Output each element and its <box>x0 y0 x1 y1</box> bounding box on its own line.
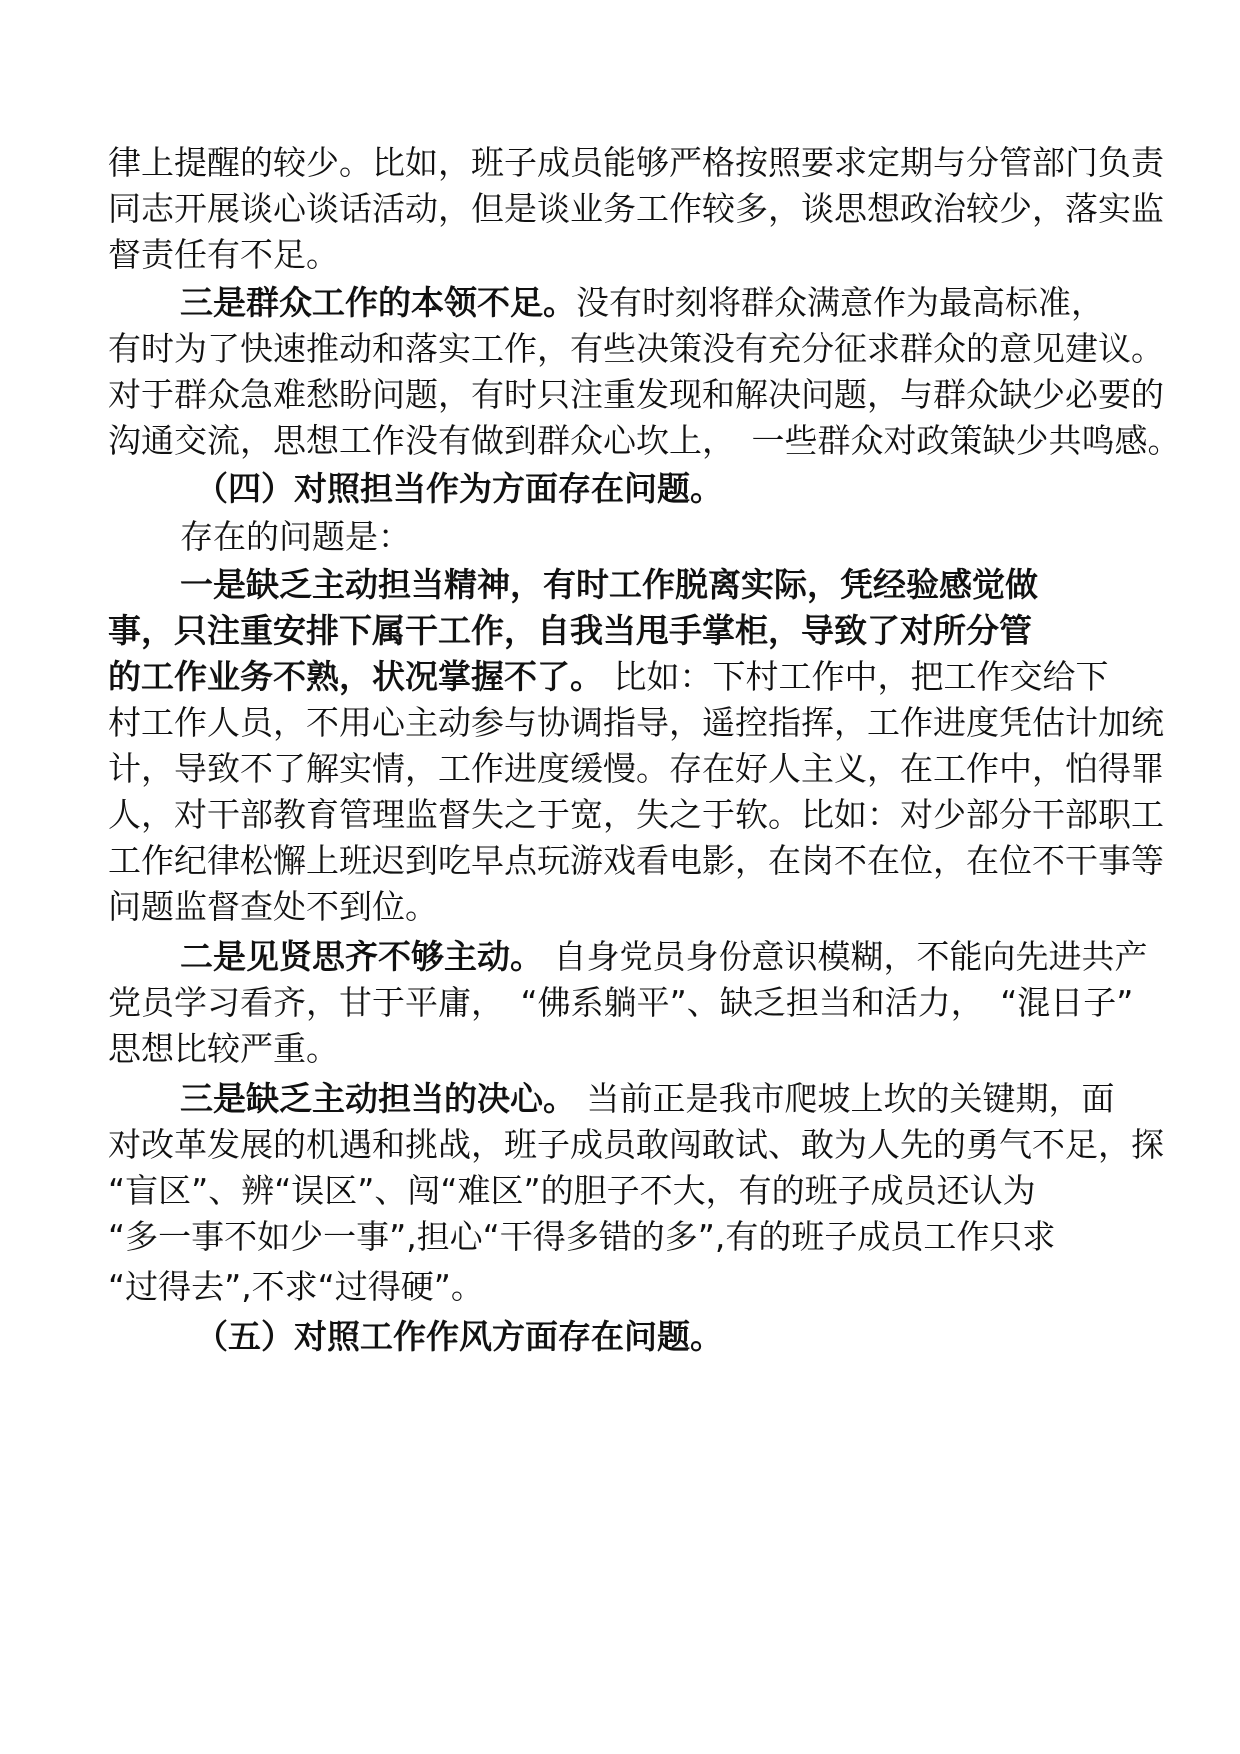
paragraph-line: 律上提醒的较少。比如，班子成员能够严格按照要求定期与分管部门负责 <box>108 143 1164 182</box>
paragraph-line: 党员学习看齐，甘于平庸， “佛系躺平”、缺乏担当和活力， “混日子” <box>108 983 1134 1022</box>
paragraph-line: 督责任有不足。 <box>108 235 339 274</box>
paragraph-line: 人，对干部教育管理监督失之于宽，失之于软。比如：对少部分干部职工 <box>108 795 1164 834</box>
paragraph-line: 问题监督查处不到位。 <box>108 887 438 926</box>
paragraph-line: 的工作业务不熟，状况掌握不了。 比如：下村工作中，把工作交给下 <box>108 657 1109 696</box>
paragraph-line: 工作纪律松懈上班迟到吃早点玩游戏看电影，在岗不在位，在位不干事等 <box>108 841 1164 880</box>
paragraph-line: 沟通交流，思想工作没有做到群众心坎上， 一些群众对政策缺少共鸣感。 <box>108 421 1181 460</box>
paragraph-line: 有时为了快速推动和落实工作，有些决策没有充分征求群众的意见建议。 <box>108 329 1164 368</box>
paragraph-line: “多一事不如少一事”,担心“干得多错的多”,有的班子成员工作只求 <box>108 1217 1056 1256</box>
paragraph-line: 一是缺乏主动担当精神，有时工作脱离实际，凭经验感觉做 <box>180 565 1038 604</box>
section-heading-five: （五）对照工作作风方面存在问题。 <box>195 1317 723 1356</box>
paragraph-line: 村工作人员，不用心主动参与协调指导，遥控指挥，工作进度凭估计加统 <box>108 703 1164 742</box>
paragraph-line: 三是缺乏主动担当的决心。 当前正是我市爬坡上坎的关键期，面 <box>180 1079 1115 1118</box>
paragraph-line: 同志开展谈心谈话活动，但是谈业务工作较多，谈思想政治较少，落实监 <box>108 189 1164 228</box>
paragraph-line: 计，导致不了解实情，工作进度缓慢。存在好人主义，在工作中，怕得罪 <box>108 749 1164 788</box>
section-heading-four: （四）对照担当作为方面存在问题。 <box>195 469 723 508</box>
paragraph-line: 对改革发展的机遇和挑战，班子成员敢闯敢试、敢为人先的勇气不足，探 <box>108 1125 1164 1164</box>
paragraph-line: 事，只注重安排下属干工作，自我当甩手掌柜，导致了对所分管 <box>108 611 1032 650</box>
paragraph-line: 存在的问题是： <box>180 517 411 556</box>
paragraph-line: 三是群众工作的本领不足。没有时刻将群众满意作为最高标准， <box>180 283 1104 322</box>
paragraph-line: 二是见贤思齐不够主动。 自身党员身份意识模糊，不能向先进共产 <box>180 937 1148 976</box>
paragraph-line: 对于群众急难愁盼问题，有时只注重发现和解决问题，与群众缺少必要的 <box>108 375 1164 414</box>
paragraph-line: “盲区”、辨“误区”、闯“难区”的胆子不大，有的班子成员还认为 <box>108 1171 1036 1210</box>
paragraph-line: “过得去”,不求“过得硬”。 <box>108 1267 484 1306</box>
paragraph-line: 思想比较严重。 <box>108 1029 339 1068</box>
heading-three: 三是群众工作的本领不足。 <box>180 283 576 322</box>
